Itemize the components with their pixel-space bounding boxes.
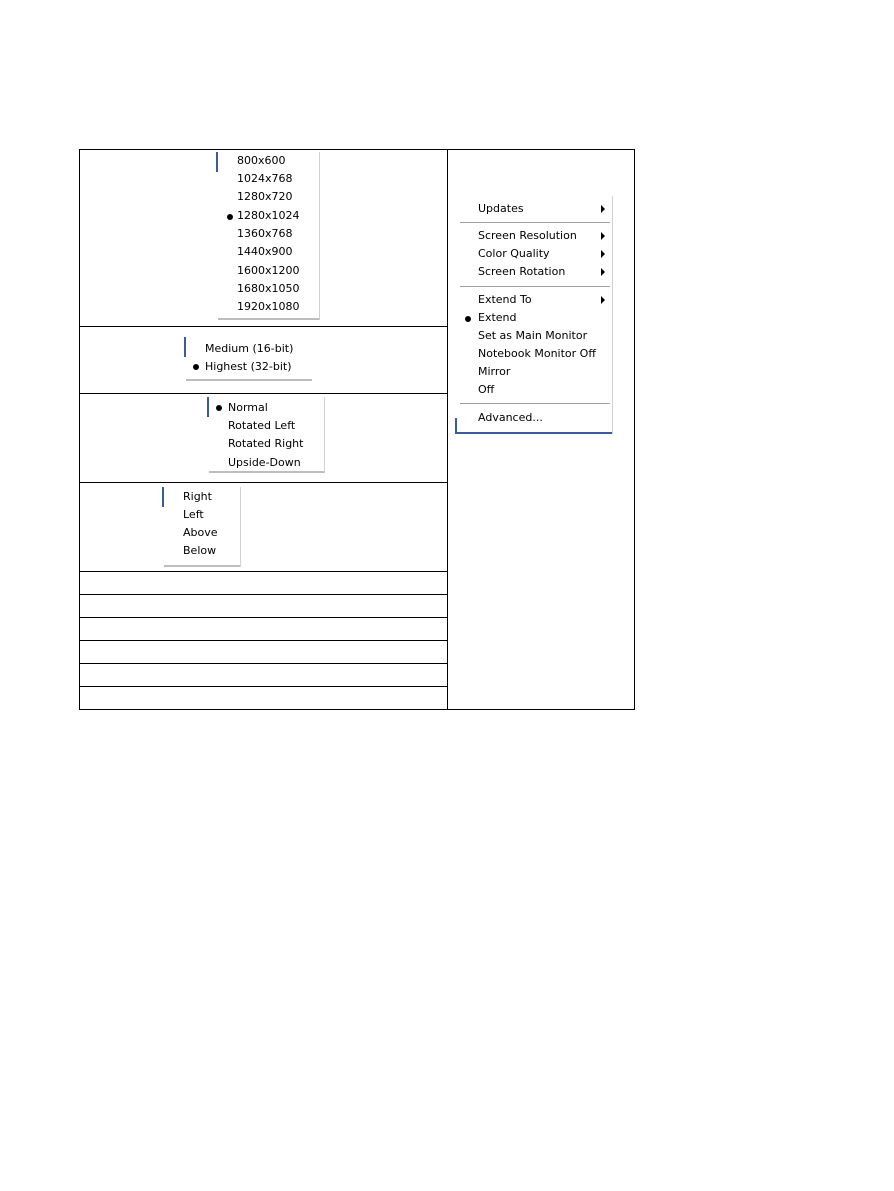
row-divider-4 — [79, 571, 448, 572]
menu-shadow — [612, 196, 613, 434]
menu-separator — [460, 222, 610, 223]
menu-shadow — [319, 152, 320, 320]
display-context-menu — [455, 196, 613, 434]
menu-edge — [455, 418, 457, 432]
off-menu-item[interactable]: Off — [478, 383, 495, 396]
menu-edge — [162, 487, 164, 507]
extend-direction-option[interactable]: Right — [183, 490, 212, 503]
menu-separator — [460, 403, 610, 404]
rotation-option[interactable]: Rotated Right — [228, 437, 304, 450]
color-quality-submenu — [184, 337, 312, 381]
row-divider-5 — [79, 594, 448, 595]
resolution-option[interactable]: 1680x1050 — [237, 282, 300, 295]
menu-shadow — [240, 487, 241, 567]
row-divider-9 — [79, 686, 448, 687]
screen-rotation-menu-item[interactable]: Screen Rotation — [478, 265, 566, 278]
extend-direction-option[interactable]: Left — [183, 508, 204, 521]
resolution-option[interactable]: 1600x1200 — [237, 264, 300, 277]
row-divider-6 — [79, 617, 448, 618]
advanced-menu-item[interactable]: Advanced... — [478, 411, 543, 424]
table-column-divider — [447, 149, 448, 710]
resolution-option[interactable]: 1920x1080 — [237, 300, 300, 313]
extend-to-menu-item[interactable]: Extend To — [478, 293, 532, 306]
rotation-option[interactable]: Upside-Down — [228, 456, 301, 469]
row-divider-7 — [79, 640, 448, 641]
menu-shadow — [324, 397, 325, 473]
row-divider-1 — [79, 326, 448, 327]
color-quality-menu-item[interactable]: Color Quality — [478, 247, 550, 260]
color-quality-option-selected[interactable]: Highest (32-bit) — [205, 360, 292, 373]
submenu-arrow-icon — [601, 205, 605, 213]
selected-bullet-icon — [227, 214, 233, 220]
row-divider-3 — [79, 482, 448, 483]
menu-shadow — [455, 432, 613, 434]
notebook-monitor-off-menu-item[interactable]: Notebook Monitor Off — [478, 347, 596, 360]
menu-edge — [207, 397, 209, 417]
mirror-menu-item[interactable]: Mirror — [478, 365, 511, 378]
updates-menu-item[interactable]: Updates — [478, 202, 524, 215]
extend-menu-item[interactable]: Extend — [478, 311, 517, 324]
resolution-option[interactable]: 1360x768 — [237, 227, 293, 240]
resolution-submenu — [216, 152, 320, 320]
set-main-monitor-menu-item[interactable]: Set as Main Monitor — [478, 329, 588, 342]
color-quality-option[interactable]: Medium (16-bit) — [205, 342, 294, 355]
selected-bullet-icon — [465, 316, 471, 322]
selected-bullet-icon — [216, 405, 222, 411]
menu-shadow — [186, 379, 312, 381]
submenu-arrow-icon — [601, 232, 605, 240]
resolution-option[interactable]: 1280x720 — [237, 190, 293, 203]
menu-separator — [460, 286, 610, 287]
menu-shadow — [164, 565, 241, 567]
resolution-option[interactable]: 1024x768 — [237, 172, 293, 185]
extend-direction-option[interactable]: Below — [183, 544, 217, 557]
submenu-arrow-icon — [601, 296, 605, 304]
submenu-arrow-icon — [601, 268, 605, 276]
resolution-option[interactable]: 800x600 — [237, 154, 286, 167]
menu-edge — [216, 152, 218, 172]
extend-direction-option[interactable]: Above — [183, 526, 218, 539]
screen-resolution-menu-item[interactable]: Screen Resolution — [478, 229, 577, 242]
row-divider-8 — [79, 663, 448, 664]
rotation-submenu — [207, 397, 325, 473]
rotation-option-selected[interactable]: Normal — [228, 401, 268, 414]
resolution-option-selected[interactable]: 1280x1024 — [237, 209, 300, 222]
menu-edge — [184, 337, 186, 357]
rotation-option[interactable]: Rotated Left — [228, 419, 296, 432]
submenu-arrow-icon — [601, 250, 605, 258]
menu-shadow — [218, 318, 320, 320]
resolution-option[interactable]: 1440x900 — [237, 245, 293, 258]
row-divider-2 — [79, 393, 448, 394]
extend-to-submenu — [162, 487, 241, 567]
selected-bullet-icon — [193, 364, 199, 370]
